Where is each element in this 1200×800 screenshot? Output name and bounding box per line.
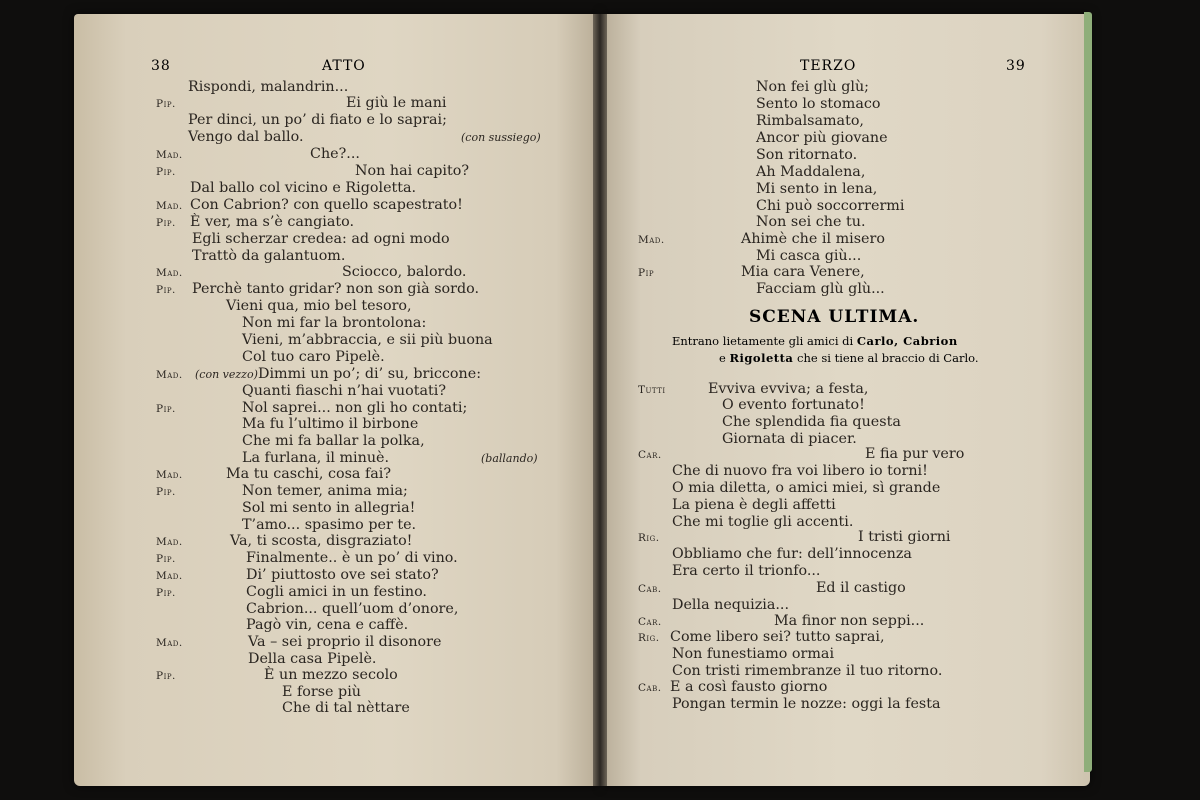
verse-line: Non hai capito? bbox=[355, 163, 469, 179]
verse-line: Obbliamo che fur: dell’innocenza bbox=[672, 546, 912, 562]
verse-line: Vieni, m’abbraccia, e sii più buona bbox=[242, 332, 493, 348]
right-running-head: TERZO bbox=[800, 58, 857, 74]
verse-line: Che splendida fia questa bbox=[722, 414, 901, 430]
speaker-label: Cab. bbox=[638, 583, 662, 595]
verse-line: O mia diletta, o amici miei, sì grande bbox=[672, 480, 941, 496]
speaker-label: Mad. bbox=[156, 536, 183, 548]
verse-line: Come libero sei? tutto saprai, bbox=[670, 629, 885, 645]
speaker-label: Rig. bbox=[638, 532, 660, 544]
speaker-label: Pip. bbox=[156, 284, 176, 296]
speaker-label: Pip. bbox=[156, 670, 176, 682]
speaker-label: Mad. bbox=[156, 369, 183, 381]
verse-line: La piena è degli affetti bbox=[672, 497, 836, 513]
speaker-label: Rig. bbox=[638, 632, 660, 644]
verse-line: Giornata di piacer. bbox=[722, 431, 857, 447]
verse-line: Trattò da galantuom. bbox=[192, 248, 346, 264]
speaker-label: Tutti bbox=[638, 384, 666, 396]
verse-line: Vieni qua, mio bel tesoro, bbox=[226, 298, 412, 314]
verse-line: Di’ piuttosto ove sei stato? bbox=[246, 567, 439, 583]
stage-direction-text: Entrano lietamente gli amici di bbox=[672, 334, 857, 348]
verse-line: Ma fu l’ultimo il birbone bbox=[242, 416, 419, 432]
book-edge bbox=[1084, 12, 1092, 772]
verse-line: Sciocco, balordo. bbox=[342, 264, 467, 280]
verse-line: E fia pur vero bbox=[865, 446, 965, 462]
speaker-label: Pip. bbox=[156, 166, 176, 178]
verse-line: Per dinci, un po’ di fiato e lo saprai; bbox=[188, 112, 447, 128]
verse-line: Vengo dal ballo. bbox=[188, 129, 304, 145]
verse-line: Non mi far la brontolona: bbox=[242, 315, 427, 331]
speaker-label: Pip bbox=[638, 267, 655, 279]
scene-title: SCENA ULTIMA. bbox=[749, 307, 920, 327]
speaker-label: Mad. bbox=[156, 570, 183, 582]
verse-line: Ancor più giovane bbox=[756, 130, 888, 146]
verse-line: Dal ballo col vicino e Rigoletta. bbox=[190, 180, 417, 196]
verse-line: O evento fortunato! bbox=[722, 397, 865, 413]
speaker-label: Mad. bbox=[156, 637, 183, 649]
verse-line: Va, ti scosta, disgraziato! bbox=[230, 533, 413, 549]
verse-line: Che?... bbox=[310, 146, 360, 162]
speaker-label: Pip. bbox=[156, 553, 176, 565]
verse-line: Facciam glù glù... bbox=[756, 281, 885, 297]
left-running-head: ATTO bbox=[322, 58, 366, 74]
verse-line: Rispondi, malandrin... bbox=[188, 79, 349, 95]
verse-line: La furlana, il minuè. bbox=[242, 450, 390, 466]
stage-direction-text: e bbox=[719, 351, 730, 365]
speaker-label: Car. bbox=[638, 616, 662, 628]
stage-direction-character: Rigoletta bbox=[729, 351, 794, 365]
verse-line: Che mi toglie gli accenti. bbox=[672, 514, 854, 530]
verse-line: Son ritornato. bbox=[756, 147, 858, 163]
verse-line: Finalmente.. è un po’ di vino. bbox=[246, 550, 458, 566]
verse-line: Sol mi sento in allegria! bbox=[242, 500, 416, 516]
verse-line: Ma finor non seppi... bbox=[774, 613, 925, 629]
speaker-label: Pip. bbox=[156, 587, 176, 599]
verse-line: Dimmi un po’; di’ su, briccone: bbox=[258, 366, 482, 382]
verse-line: Evviva evviva; a festa, bbox=[708, 381, 869, 397]
verse-line: Mia cara Venere, bbox=[741, 264, 865, 280]
speaker-label: Mad. bbox=[156, 200, 183, 212]
speaker-label: Pip. bbox=[156, 217, 176, 229]
verse-line: Ed il castigo bbox=[816, 580, 906, 596]
verse-line: Non temer, anima mia; bbox=[242, 483, 408, 499]
stage-direction-text: che si tiene al braccio di Carlo. bbox=[793, 351, 979, 365]
speaker-label: Cab. bbox=[638, 682, 662, 694]
verse-line: Che di nuovo fra voi libero io torni! bbox=[672, 463, 928, 479]
verse-line: Nol saprei... non gli ho contati; bbox=[242, 400, 468, 416]
verse-line: Non funestiamo ormai bbox=[672, 646, 835, 662]
verse-line: Della nequizia... bbox=[672, 597, 789, 613]
speaker-label: Mad. bbox=[156, 469, 183, 481]
verse-line: Con tristi rimembranze il tuo ritorno. bbox=[672, 663, 943, 679]
verse-line: E a così fausto giorno bbox=[670, 679, 828, 695]
verse-line: È un mezzo secolo bbox=[264, 667, 398, 683]
verse-line: Mi sento in lena, bbox=[756, 181, 878, 197]
verse-line: Quanti fiaschi n’hai vuotati? bbox=[242, 383, 446, 399]
verse-line: T’amo... spasimo per te. bbox=[242, 517, 417, 533]
stage-direction: (con vezzo) bbox=[195, 368, 258, 381]
verse-line: Ahimè che il misero bbox=[741, 231, 885, 247]
verse-line: Era certo il trionfo... bbox=[672, 563, 821, 579]
verse-line: Egli scherzar credea: ad ogni modo bbox=[192, 231, 450, 247]
verse-line: Va – sei proprio il disonore bbox=[248, 634, 442, 650]
verse-line: Con Cabrion? con quello scapestrato! bbox=[190, 197, 463, 213]
speaker-label: Pip. bbox=[156, 98, 176, 110]
speaker-label: Pip. bbox=[156, 486, 176, 498]
verse-line: È ver, ma s’è cangiato. bbox=[190, 214, 355, 230]
speaker-label: Pip. bbox=[156, 403, 176, 415]
book-gutter bbox=[593, 14, 607, 786]
verse-line: Pongan termin le nozze: oggi la festa bbox=[672, 696, 941, 712]
verse-line: Sento lo stomaco bbox=[756, 96, 881, 112]
verse-line: Mi casca giù... bbox=[756, 248, 862, 264]
speaker-label: Car. bbox=[638, 449, 662, 461]
verse-line: Chi può soccorrermi bbox=[756, 198, 905, 214]
verse-line: Che di tal nèttare bbox=[282, 700, 410, 716]
verse-line: Perchè tanto gridar? non son già sordo. bbox=[192, 281, 480, 297]
stage-direction-characters: Carlo, Cabrion bbox=[856, 334, 958, 348]
verse-line: Ei giù le mani bbox=[346, 95, 447, 111]
verse-line: Non sei che tu. bbox=[756, 214, 866, 230]
right-page-number: 39 bbox=[1006, 58, 1026, 74]
verse-line: E forse più bbox=[282, 684, 361, 700]
verse-line: Col tuo caro Pipelè. bbox=[242, 349, 385, 365]
stage-direction: (ballando) bbox=[481, 452, 538, 465]
verse-line: Della casa Pipelè. bbox=[248, 651, 377, 667]
speaker-label: Mad. bbox=[156, 149, 183, 161]
stage-direction-line-2 bbox=[719, 351, 979, 365]
verse-line: Rimbalsamato, bbox=[756, 113, 864, 129]
verse-line: Che mi fa ballar la polka, bbox=[242, 433, 425, 449]
speaker-label: Mad. bbox=[156, 267, 183, 279]
verse-line: I tristi giorni bbox=[858, 529, 951, 545]
stage-direction: (con sussiego) bbox=[461, 131, 541, 144]
stage-direction-line-1 bbox=[672, 334, 958, 348]
verse-line: Ma tu caschi, cosa fai? bbox=[226, 466, 392, 482]
verse-line: Non fei glù glù; bbox=[756, 79, 869, 95]
verse-line: Cogli amici in un festino. bbox=[246, 584, 427, 600]
left-page-number: 38 bbox=[151, 58, 171, 74]
speaker-label: Mad. bbox=[638, 234, 665, 246]
verse-line: Pagò vin, cena e caffè. bbox=[246, 617, 409, 633]
verse-line: Ah Maddalena, bbox=[756, 164, 866, 180]
verse-line: Cabrion... quell’uom d’onore, bbox=[246, 601, 459, 617]
